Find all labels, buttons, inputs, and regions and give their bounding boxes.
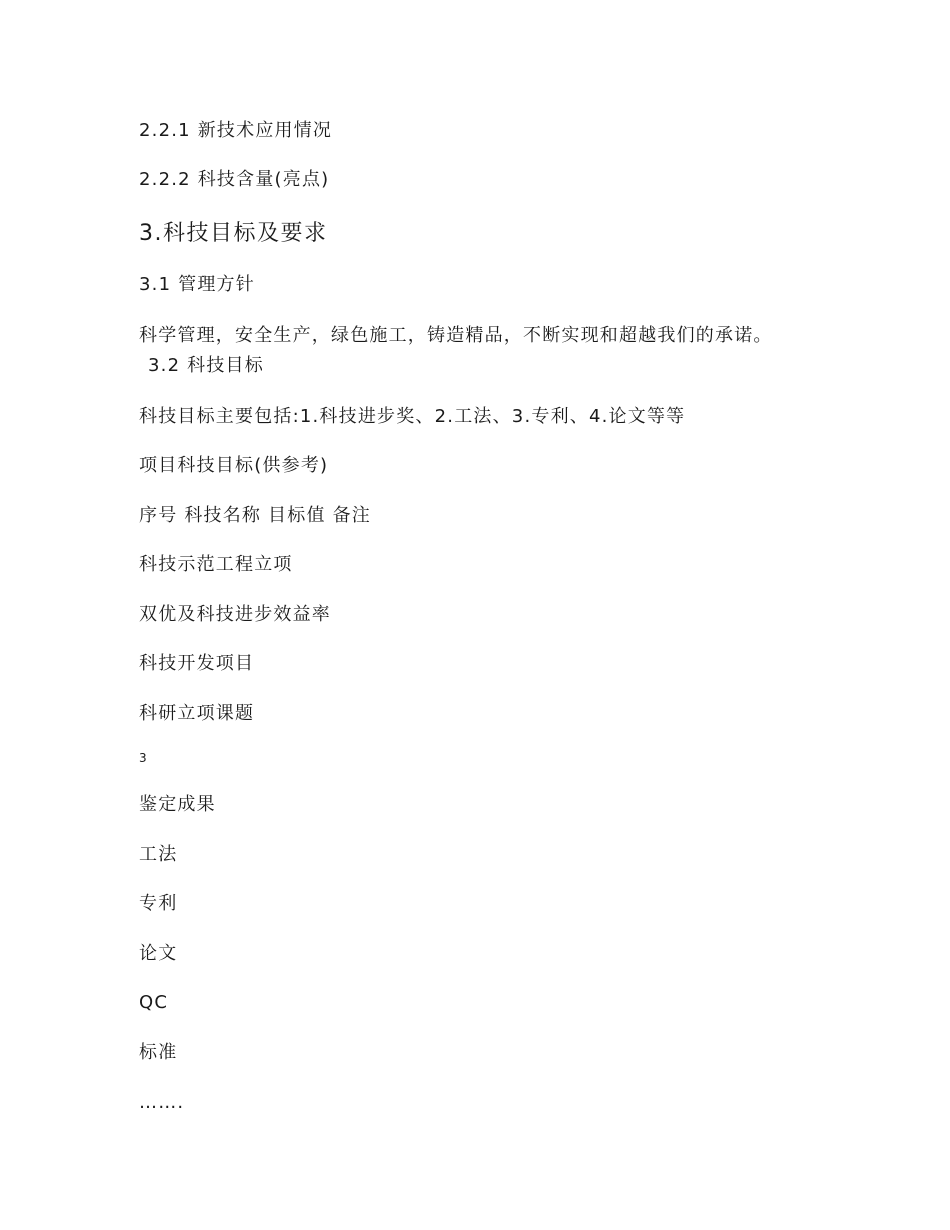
list-item: 标准 bbox=[139, 1042, 178, 1063]
section-3-heading: 3.科技目标及要求 bbox=[139, 221, 328, 246]
list-item: 工法 bbox=[139, 844, 178, 865]
targets-summary-text: 科技目标主要包括:1.科技进步奖、2.工法、3.专利、4.论文等等 bbox=[139, 406, 686, 427]
page-number: 3 bbox=[139, 751, 147, 765]
list-item: 科技示范工程立项 bbox=[139, 554, 293, 575]
list-item: 双优及科技进步效益率 bbox=[139, 604, 331, 625]
list-item: QC bbox=[139, 992, 169, 1013]
list-item: 鉴定成果 bbox=[139, 794, 216, 815]
table-header-row: 序号 科技名称 目标值 备注 bbox=[139, 505, 371, 526]
project-targets-title: 项目科技目标(供参考) bbox=[139, 455, 329, 476]
list-item: 论文 bbox=[139, 943, 178, 964]
list-item: 科技开发项目 bbox=[139, 653, 255, 674]
section-3-2: 3.2 科技目标 bbox=[148, 355, 264, 376]
section-2-2-1: 2.2.1 新技术应用情况 bbox=[139, 120, 333, 141]
list-item: 科研立项课题 bbox=[139, 703, 255, 724]
ellipsis: ……. bbox=[139, 1092, 185, 1113]
section-2-2-2: 2.2.2 科技含量(亮点) bbox=[139, 169, 330, 190]
list-item: 专利 bbox=[139, 893, 178, 914]
section-3-1: 3.1 管理方针 bbox=[139, 274, 255, 295]
management-policy-text: 科学管理，安全生产，绿色施工，铸造精品，不断实现和超越我们的承诺。 bbox=[139, 325, 773, 346]
